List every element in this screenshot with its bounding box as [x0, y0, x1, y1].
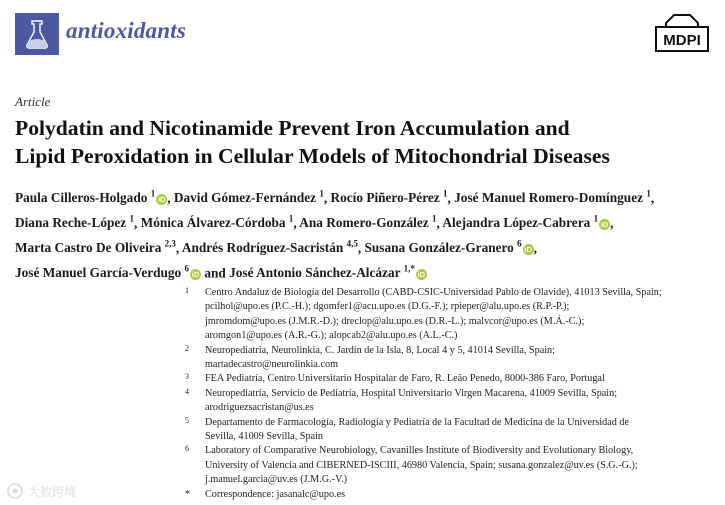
affiliation-number: 6: [185, 444, 189, 454]
author-affiliation-mark: 6: [184, 263, 190, 274]
correspondence-mark: *: [185, 488, 190, 500]
affiliation-list: [185, 286, 715, 502]
author-name[interactable]: Marta Castro De Oliveira $^{2,3}$: [15, 238, 176, 256]
orcid-icon[interactable]: iD: [524, 245, 532, 255]
author-name[interactable]: Susana González-Granero $^6$: [364, 238, 522, 256]
affiliation-line: Laboratory of Comparative Neurobiology, Cavanilles Institute of Biodiversity and Evolutionary Biology,: [205, 445, 634, 457]
author-affiliation-mark: 1: [129, 213, 134, 224]
orcid-icon[interactable]: iD: [157, 195, 166, 205]
watermark-text: 大数跨境: [28, 485, 77, 499]
author-name[interactable]: David Gómez-Fernández $^1$: [173, 189, 324, 206]
author-name[interactable]: Mónica Álvarez-Córdoba $^1$: [140, 213, 294, 231]
affiliation-item: [185, 416, 715, 445]
affiliation-item: [185, 344, 715, 373]
title-line: Polydatin and Nicotinamide Prevent Iron Accumulation and: [15, 116, 570, 140]
title-line: Lipid Peroxidation in Cellular Models of Mitochondrial Diseases: [15, 144, 610, 168]
author-name[interactable]: Alejandra López-Cabrera $^1$: [442, 213, 599, 231]
journal-logo: [15, 13, 59, 55]
affiliation-line: Sevilla, 41009 Sevilla, Spain: [205, 431, 323, 443]
author-affiliation-mark: 1: [646, 189, 651, 199]
affiliation-line: arodriguezsacristan@us.es: [205, 402, 314, 414]
affiliation-item: [185, 372, 715, 386]
author-name[interactable]: Ana Romero-González $^1$: [299, 213, 437, 231]
author-affiliation-mark: 1: [319, 189, 324, 199]
author-name[interactable]: Paula Cilleros-Holgado $^1$: [15, 189, 156, 206]
affiliation-number: 4: [185, 386, 189, 396]
author-name[interactable]: José Manuel Romero-Domínguez $^1$: [454, 189, 651, 206]
affiliation-number: 1: [185, 286, 189, 295]
author-name[interactable]: Andrés Rodríguez-Sacristán $^{4,5}$: [181, 238, 358, 256]
author-affiliation-mark: 1: [150, 189, 156, 199]
orcid-icon[interactable]: iD: [417, 270, 426, 280]
orcid-icon[interactable]: iD: [600, 220, 609, 230]
affiliation-number: 2: [185, 343, 189, 353]
author-name[interactable]: Diana Reche-López $^1$: [15, 213, 134, 231]
watermark: [6, 482, 98, 500]
journal-name[interactable]: antioxidants: [66, 18, 186, 43]
affiliation-line: pcilhol@upo.es (P.C.-H.); dgomfer1@acu.upo.es (D.G.-F.); rpieper@alu.upo.es (R.P.-P.);: [205, 301, 570, 313]
author-affiliation-mark: 1,*: [403, 263, 415, 274]
author-affiliation-mark: 1: [431, 213, 437, 224]
affiliation-line: Neuropediatría, Servicio de Pediatría, Hospital Universitario Virgen Macarena, 41009 Sevilla, Spain;: [205, 387, 618, 399]
affiliation-line: aromgon1@upo.es (A.R.-G.); alopcab2@alu.upo.es (A.L.-C.): [205, 330, 458, 342]
flask-icon: [15, 13, 59, 55]
author-connector: and: [204, 265, 230, 281]
author-name[interactable]: José Antonio Sánchez-Alcázar $^{1,*}$: [229, 263, 415, 281]
author-affiliation-mark: 1: [593, 213, 599, 224]
mdpi-logo[interactable]: [650, 13, 714, 55]
author-name[interactable]: Rocío Piñero-Pérez $^1$: [330, 189, 448, 206]
affiliation-number: 5: [185, 415, 189, 425]
affiliation-line: FEA Pediatría, Centro Universitario Hospitalar de Faro, R. Leão Penedo, 8000-386 Faro, Portugal: [205, 373, 605, 385]
affiliation-number: 3: [185, 372, 189, 382]
mdpi-logo-text: MDPI: [663, 32, 701, 49]
article-title: [15, 114, 715, 170]
affiliation-line: j.manuel.garcia@uv.es (J.M.G.-V.): [205, 474, 348, 486]
affiliation-item: [185, 444, 715, 487]
affiliation-line: Departamento de Farmacología, Radiología y Pediatría de la Facultad de Medicina de la Universidad de: [205, 416, 630, 428]
author-affiliation-mark: 4,5: [346, 238, 358, 249]
affiliation-line: martadecastro@neurolinkia.com: [205, 359, 338, 371]
affiliation-line: Neuropediatria, Neurolinkia, C. Jardín de la Isla, 8, Local 4 y 5, 41014 Sevilla, Spain;: [205, 344, 555, 356]
author-name[interactable]: José Manuel García-Verdugo $^6$: [15, 263, 190, 281]
affiliation-line: jmromdom@upo.es (J.M.R.-D.); dreclop@alu.upo.es (D.R.-L.); malvcor@upo.es (M.Á.-C.);: [205, 315, 585, 327]
affiliation-line: University of Valencia and CIBERNED-ISCIII, 46980 Valencia, Spain; susana.gonzalez@uv.es (S.G.-G.);: [205, 459, 638, 471]
author-list: Paula Cilleros-Holgado $^1$iD , David Gómez-Fernández $^1$, Rocío Piñero-Pérez $^1$, José Manuel Romero-Domínguez $^1$, Diana Reche-López $^1$, Mónica Álvarez-Córdoba $^1$, Ana Romero-González $^1$, Alejandra López-Cabrera $^1$iD , Marta Castro De Oliveira $^{2,3}$, Andrés Rodríguez-Sacristán $^{4,5}$, Susana González-Granero $^6$iD , José Manuel García-Verdugo $^6$iD and José Antonio Sánchez-Alcázar $^{1,*}$iD: [15, 189, 655, 281]
orcid-icon[interactable]: iD: [191, 270, 200, 280]
correspondence: [185, 488, 715, 502]
author-affiliation-mark: 1: [288, 213, 294, 224]
author-affiliation-mark: 1: [443, 189, 448, 199]
affiliation-item: [185, 387, 715, 416]
author-affiliation-mark: 6: [517, 238, 522, 249]
correspondence-text[interactable]: Correspondence: jasanalc@upo.es: [205, 488, 346, 500]
affiliation-line: Centro Andaluz de Biología del Desarrollo (CABD-CSIC-Universidad Pablo de Olavide), 41013 Sevilla, Spain;: [205, 287, 662, 298]
author-affiliation-mark: 2,3: [164, 238, 176, 249]
article-type: Article: [15, 94, 51, 109]
affiliation-item: [185, 286, 715, 344]
